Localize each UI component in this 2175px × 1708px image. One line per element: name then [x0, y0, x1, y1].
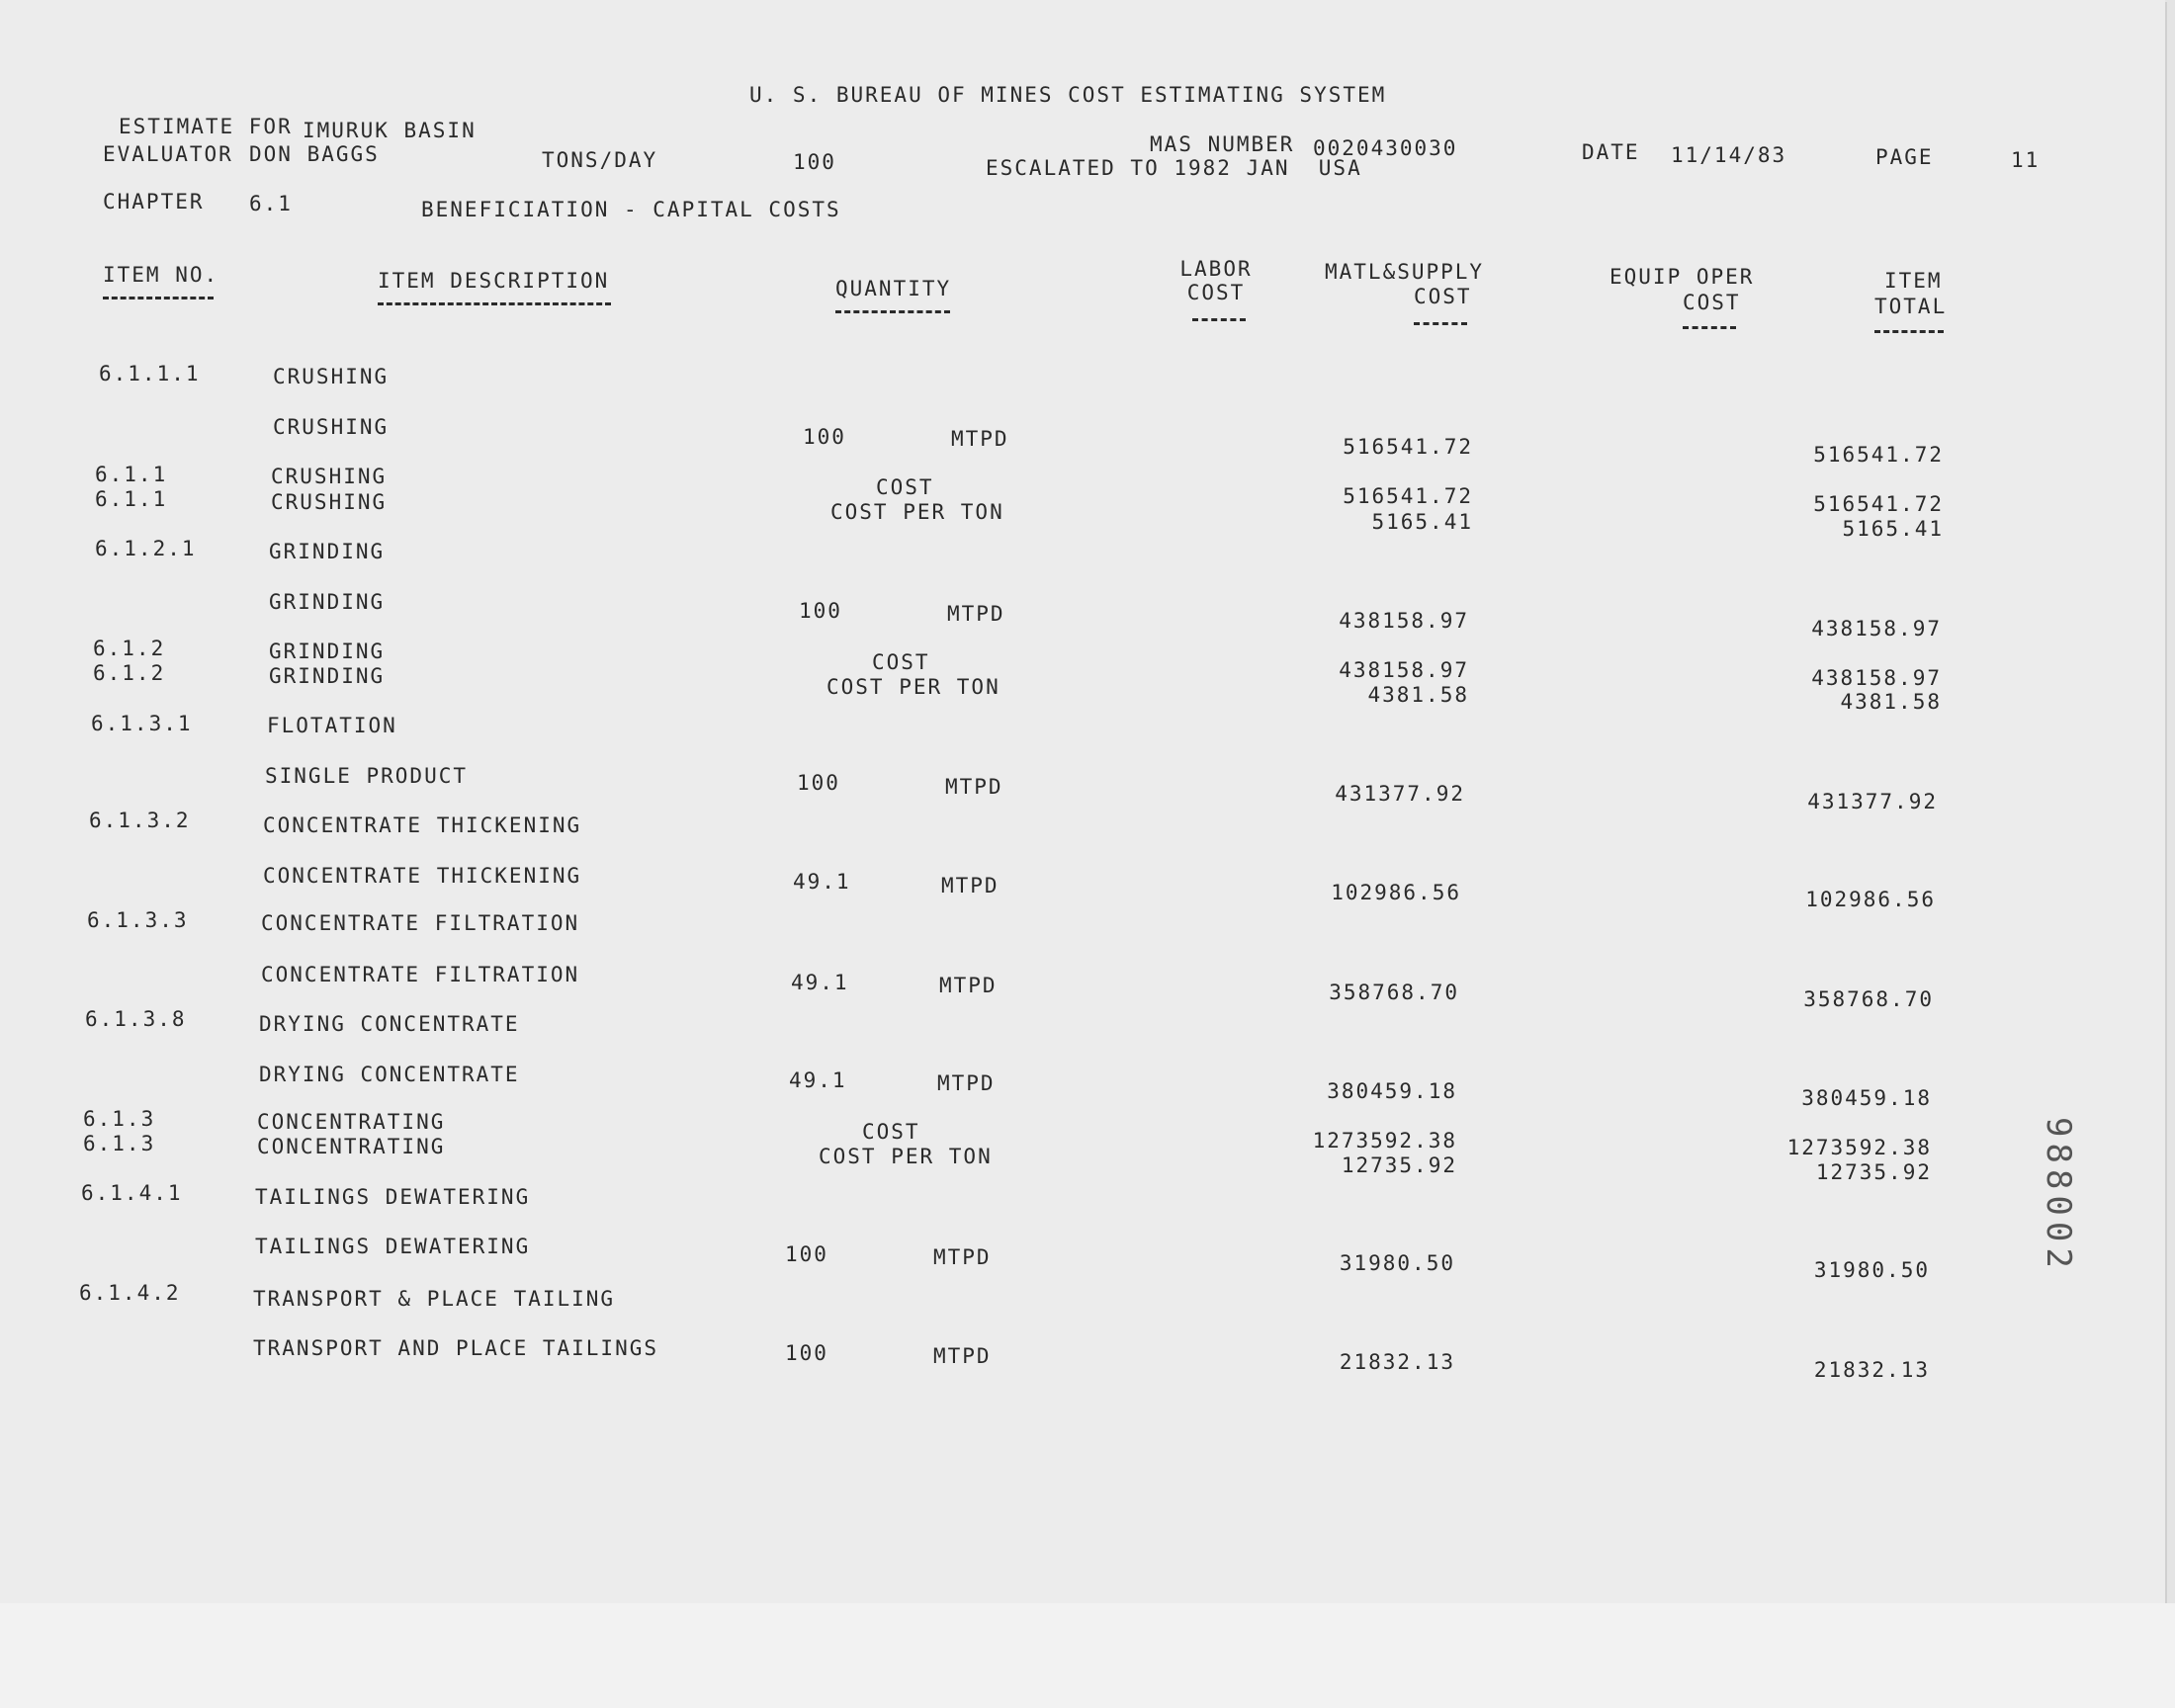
row-item-no: 6.1.2.1 — [95, 537, 197, 560]
row-unit: MTPD — [937, 1071, 996, 1095]
row-description: GRINDING — [269, 664, 386, 688]
row-item-no: 6.1.3 — [83, 1132, 156, 1155]
archive-stamp-number — [2039, 1117, 2078, 1305]
row-matl-cost: 12735.92 — [1341, 1153, 1457, 1177]
row-description: GRINDING — [269, 590, 386, 614]
row-description: DRYING CONCENTRATE — [259, 1063, 520, 1086]
col-matl-supply-2: COST — [1414, 285, 1472, 308]
row-item-no: 6.1.1 — [95, 487, 168, 511]
row-description: GRINDING — [269, 540, 386, 563]
row-item-no: 6.1.3.2 — [89, 809, 191, 832]
row-matl-cost: 4381.58 — [1367, 683, 1469, 707]
chapter-title: BENEFICIATION - CAPITAL COSTS — [421, 198, 841, 221]
col-item-description: ITEM DESCRIPTION — [378, 269, 610, 293]
row-item-no: 6.1.4.2 — [79, 1281, 181, 1305]
col-matl-underline — [1414, 322, 1467, 325]
row-description: TAILINGS DEWATERING — [255, 1235, 531, 1258]
row-unit: MTPD — [947, 602, 1005, 626]
row-unit: MTPD — [933, 1245, 992, 1269]
row-item-total: 431377.92 — [1807, 790, 1938, 813]
chapter-number: 6.1 — [249, 192, 293, 215]
row-matl-cost: 380459.18 — [1327, 1079, 1457, 1103]
row-description: TRANSPORT & PLACE TAILING — [253, 1287, 616, 1311]
estimate-label: ESTIMATE FOR — [119, 115, 293, 138]
mas-label: MAS NUMBER — [1150, 132, 1295, 156]
row-matl-cost: 21832.13 — [1339, 1350, 1455, 1374]
col-item-no-underline — [103, 297, 214, 299]
evaluator-label: EVALUATOR — [103, 142, 233, 166]
row-item-no: 6.1.3.8 — [85, 1007, 187, 1031]
row-matl-cost: 516541.72 — [1343, 435, 1473, 459]
row-summary-label: COST PER TON — [826, 675, 1000, 699]
row-description: CRUSHING — [271, 490, 388, 514]
estimate-value: IMURUK BASIN — [303, 119, 477, 142]
col-equip-underline — [1683, 326, 1736, 329]
date-label: DATE — [1582, 140, 1640, 164]
col-equip-oper-2: COST — [1683, 291, 1741, 314]
row-summary-label: COST — [876, 475, 934, 499]
page-number: 11 — [2011, 148, 2041, 172]
row-quantity: 100 — [785, 1242, 828, 1266]
row-matl-cost: 358768.70 — [1329, 981, 1459, 1004]
row-unit: MTPD — [939, 974, 998, 997]
row-quantity: 49.1 — [789, 1068, 847, 1092]
row-description: CRUSHING — [273, 415, 390, 439]
row-matl-cost: 31980.50 — [1339, 1251, 1455, 1275]
row-description: CONCENTRATING — [257, 1135, 446, 1158]
evaluator-value: DON BAGGS — [249, 142, 380, 166]
row-summary-label: COST PER TON — [830, 500, 1004, 524]
scan-margin — [0, 1603, 2175, 1708]
row-item-total: 516541.72 — [1813, 443, 1944, 467]
row-description: CONCENTRATE THICKENING — [263, 813, 582, 837]
row-summary-label: COST PER TON — [819, 1145, 993, 1168]
row-description: DRYING CONCENTRATE — [259, 1012, 520, 1036]
col-total-underline — [1874, 330, 1944, 333]
row-matl-cost: 438158.97 — [1339, 609, 1469, 633]
row-item-total: 516541.72 — [1813, 492, 1944, 516]
row-item-no: 6.1.4.1 — [81, 1181, 183, 1205]
escalated-note: ESCALATED TO 1982 JAN USA — [986, 156, 1362, 180]
row-description: FLOTATION — [267, 714, 397, 737]
row-item-total: 438158.97 — [1811, 666, 1942, 690]
col-quantity: QUANTITY — [835, 277, 952, 300]
row-description: CONCENTRATING — [257, 1110, 446, 1134]
row-description: CONCENTRATE FILTRATION — [261, 963, 580, 986]
row-quantity: 49.1 — [793, 870, 851, 894]
row-description: CRUSHING — [271, 465, 388, 488]
col-item-no: ITEM NO. — [103, 263, 219, 287]
col-labor-underline — [1192, 318, 1246, 321]
row-item-no: 6.1.2 — [93, 637, 166, 660]
row-item-total: 21832.13 — [1813, 1358, 1930, 1382]
row-item-total: 358768.70 — [1803, 987, 1934, 1011]
row-item-no: 6.1.1 — [95, 463, 168, 486]
row-item-total: 438158.97 — [1811, 617, 1942, 640]
row-description: CONCENTRATE THICKENING — [263, 864, 582, 888]
row-item-total: 1273592.38 — [1786, 1136, 1932, 1159]
row-quantity: 49.1 — [791, 971, 849, 994]
row-unit: MTPD — [951, 427, 1009, 451]
report-title: U. S. BUREAU OF MINES COST ESTIMATING SYSTEM — [749, 83, 1387, 107]
row-matl-cost: 5165.41 — [1371, 510, 1473, 534]
row-item-no: 6.1.3.1 — [91, 712, 193, 735]
row-matl-cost: 438158.97 — [1339, 658, 1469, 682]
row-unit: MTPD — [945, 775, 1003, 799]
row-description: TRANSPORT AND PLACE TAILINGS — [253, 1336, 659, 1360]
col-item-description-underline — [378, 302, 611, 305]
row-description: SINGLE PRODUCT — [265, 764, 469, 788]
date-value: 11/14/83 — [1671, 143, 1787, 167]
tons-day-value: 100 — [793, 150, 836, 174]
chapter-label: CHAPTER — [103, 190, 205, 214]
col-matl-supply-1: MATL&SUPPLY — [1325, 260, 1485, 284]
row-item-total: 12735.92 — [1815, 1160, 1932, 1184]
col-labor-cost-2: COST — [1186, 281, 1246, 304]
row-description: TAILINGS DEWATERING — [255, 1185, 531, 1209]
row-item-total: 102986.56 — [1805, 888, 1936, 911]
row-matl-cost: 431377.92 — [1335, 782, 1465, 806]
row-item-total: 380459.18 — [1801, 1086, 1932, 1110]
tons-day-label: TONS/DAY — [542, 148, 658, 172]
row-description: CONCENTRATE FILTRATION — [261, 911, 580, 935]
archive-stamp-text: 988002 — [2039, 1117, 2078, 1274]
col-quantity-underline — [835, 310, 950, 313]
row-item-total: 4381.58 — [1840, 690, 1942, 714]
row-item-total: 5165.41 — [1842, 517, 1944, 541]
row-matl-cost: 102986.56 — [1331, 881, 1461, 904]
row-quantity: 100 — [785, 1341, 828, 1365]
row-quantity: 100 — [799, 599, 842, 623]
row-item-total: 31980.50 — [1813, 1258, 1930, 1282]
row-summary-label: COST — [872, 650, 930, 674]
mas-value: 0020430030 — [1313, 136, 1458, 160]
col-equip-oper-1: EQUIP OPER — [1610, 265, 1755, 289]
row-item-no: 6.1.1.1 — [99, 362, 201, 385]
row-quantity: 100 — [797, 771, 840, 795]
row-summary-label: COST — [862, 1120, 920, 1144]
row-unit: MTPD — [933, 1344, 992, 1368]
row-unit: MTPD — [941, 874, 1000, 897]
row-item-no: 6.1.3.3 — [87, 908, 189, 932]
row-matl-cost: 1273592.38 — [1312, 1129, 1457, 1153]
row-matl-cost: 516541.72 — [1343, 484, 1473, 508]
row-description: CRUSHING — [273, 365, 390, 388]
page-label: PAGE — [1875, 145, 1934, 169]
col-labor-cost-1: LABOR — [1179, 257, 1253, 281]
row-item-no: 6.1.3 — [83, 1107, 156, 1131]
row-item-no: 6.1.2 — [93, 661, 166, 685]
col-item-total-2: TOTAL — [1874, 295, 1948, 318]
col-item-total-1: ITEM — [1884, 269, 1943, 293]
row-description: GRINDING — [269, 640, 386, 663]
row-quantity: 100 — [803, 425, 846, 449]
